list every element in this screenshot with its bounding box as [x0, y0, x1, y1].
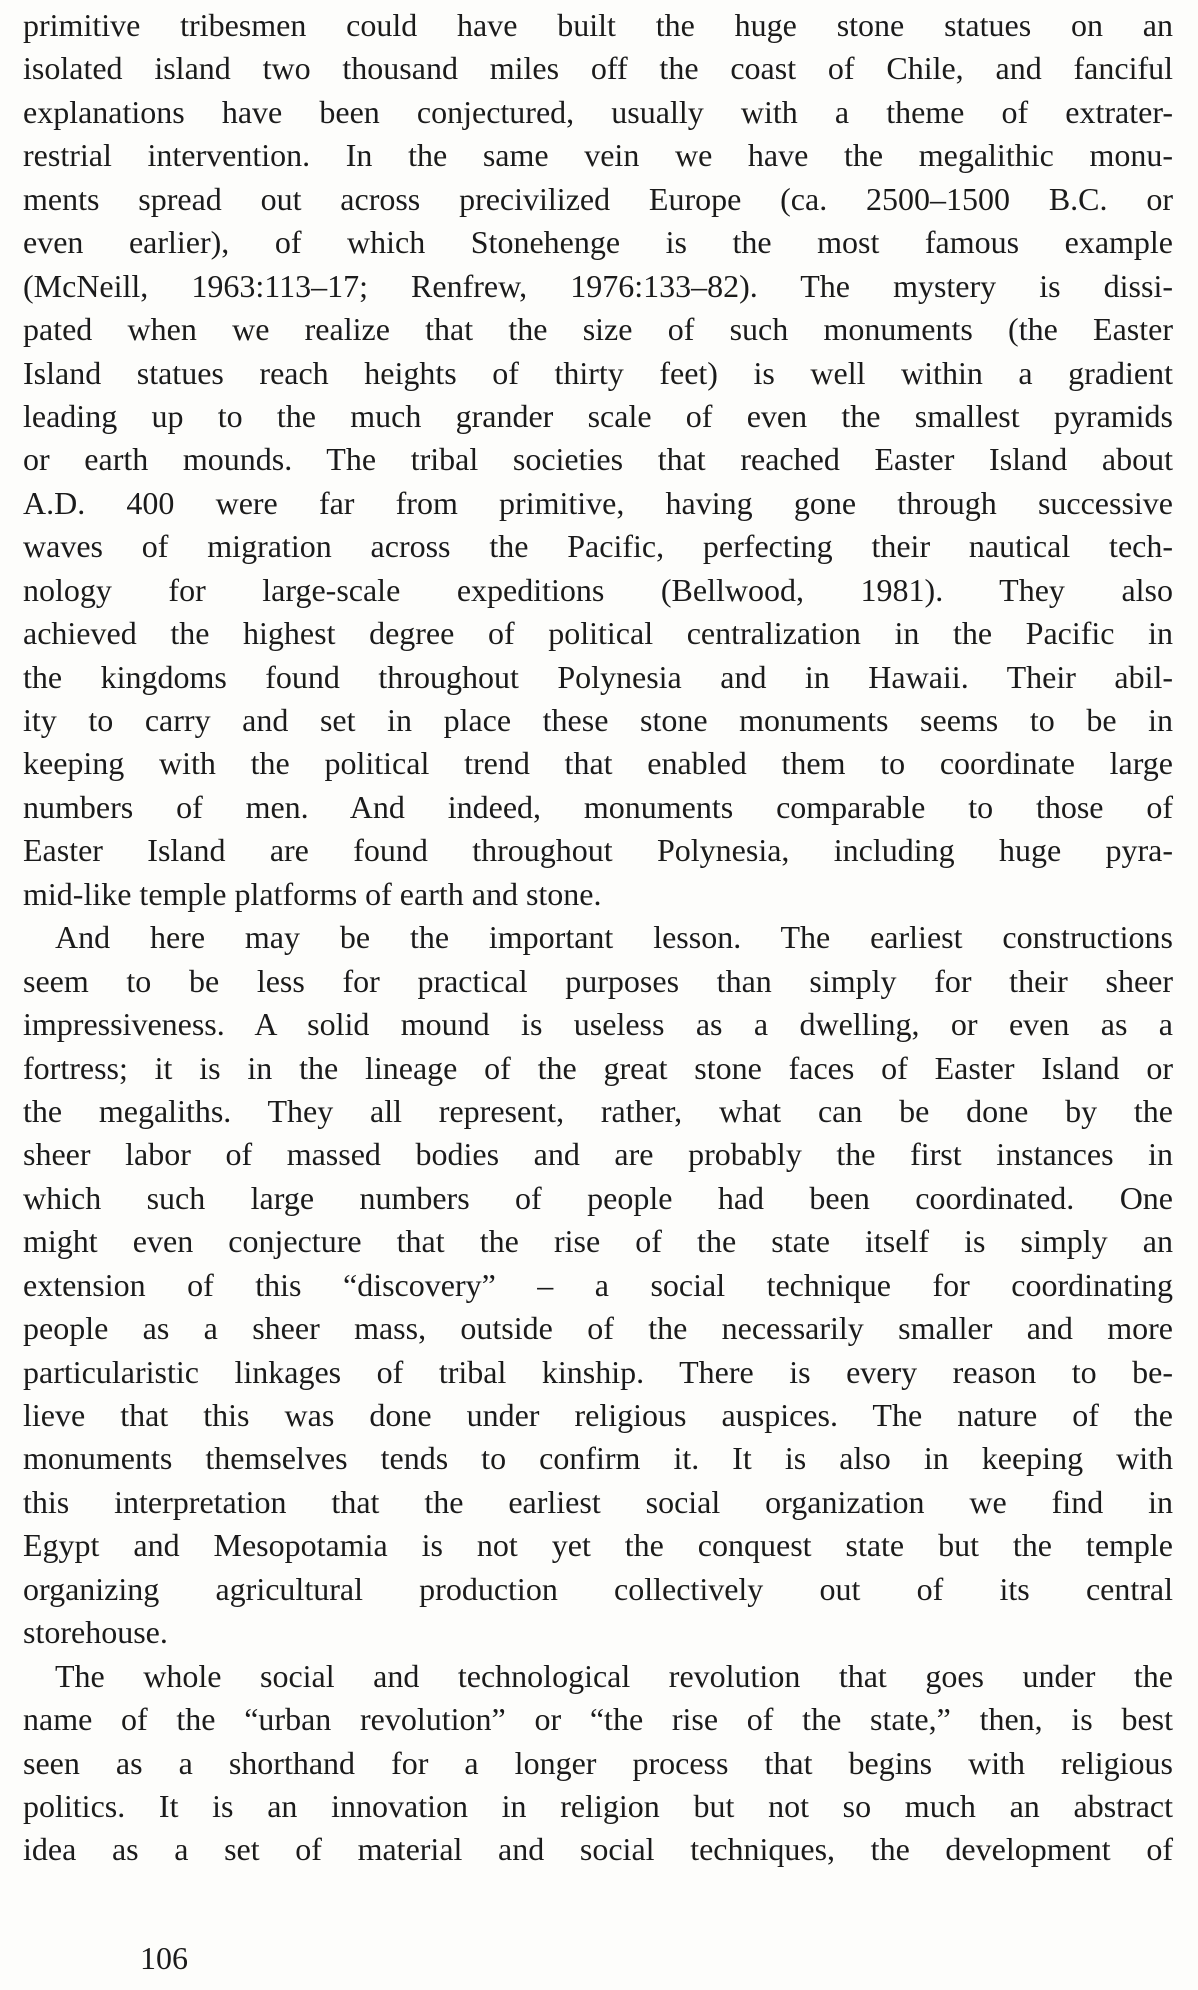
text-line: numbers of men. And indeed, monuments comparable to those of: [23, 788, 1173, 825]
text-line: ity to carry and set in place these stone monuments seems to be in: [23, 702, 1173, 738]
text-line: leading up to the much grander scale of even the smallest pyramids: [23, 397, 1173, 434]
text-line: The whole social and technological revolution that goes under the: [55, 1657, 1173, 1694]
text-line: A.D. 400 were far from primitive, having gone through successive: [23, 484, 1173, 521]
text-line: organizing agricultural production collectively out of its central: [23, 1570, 1173, 1607]
text-line: mid-like temple platforms of earth and stone.: [23, 875, 602, 912]
text-line: (McNeill, 1963:113–17; Renfrew, 1976:133–82). The mystery is dissi-: [23, 267, 1173, 304]
text-line: or earth mounds. The tribal societies that reached Easter Island about: [23, 441, 1173, 478]
text-line: Island statues reach heights of thirty feet) is well within a gradient: [23, 354, 1173, 391]
text-line: lieve that this was done under religious auspices. The nature of the: [23, 1397, 1173, 1433]
text-line: even earlier), of which Stonehenge is the most famous example: [23, 224, 1173, 261]
body-text: [23, 4, 1173, 1872]
text-line: extension of this “discovery” – a social technique for coordinating: [23, 1266, 1173, 1303]
text-line: seem to be less for practical purposes than simply for their sheer: [23, 962, 1173, 999]
text-line: isolated island two thousand miles off the coast of Chile, and fanciful: [23, 50, 1173, 87]
text-line: impressiveness. A solid mound is useless as a dwelling, or even as a: [23, 1006, 1173, 1043]
text-line: the megaliths. They all represent, rather, what can be done by the: [23, 1092, 1173, 1129]
text-line: keeping with the political trend that enabled them to coordinate large: [23, 745, 1173, 782]
text-line: nology for large-scale expeditions (Bellwood, 1981). They also: [23, 571, 1173, 608]
text-line: And here may be the important lesson. The earliest constructions: [55, 919, 1173, 956]
text-line: idea as a set of material and social techniques, the development of: [23, 1831, 1173, 1868]
page-number: 106: [140, 1940, 188, 1976]
text-line: primitive tribesmen could have built the huge stone statues on an: [23, 7, 1173, 43]
text-line: people as a sheer mass, outside of the necessarily smaller and more: [23, 1310, 1173, 1347]
text-line: pated when we realize that the size of such monuments (the Easter: [23, 311, 1173, 348]
text-line: politics. It is an innovation in religion but not so much an abstract: [23, 1787, 1173, 1824]
text-line: might even conjecture that the rise of the state itself is simply an: [23, 1223, 1173, 1260]
text-line: Egypt and Mesopotamia is not yet the conquest state but the temple: [23, 1527, 1173, 1564]
text-line: particularistic linkages of tribal kinship. There is every reason to be-: [23, 1353, 1173, 1390]
text-line: monuments themselves tends to confirm it. It is also in keeping with: [23, 1440, 1173, 1477]
text-line: restrial intervention. In the same vein we have the megalithic monu-: [23, 137, 1173, 174]
text-line: which such large numbers of people had been coordinated. One: [23, 1179, 1173, 1216]
text-line: waves of migration across the Pacific, perfecting their nautical tech-: [23, 528, 1173, 565]
text-line: fortress; it is in the lineage of the great stone faces of Easter Island or: [23, 1049, 1173, 1086]
text-line: storehouse.: [23, 1614, 168, 1651]
text-line: this interpretation that the earliest social organization we find in: [23, 1483, 1173, 1520]
text-line: the kingdoms found throughout Polynesia and in Hawaii. Their abil-: [23, 658, 1173, 695]
text-line: ments spread out across precivilized Europe (ca. 2500–1500 B.C. or: [23, 180, 1173, 217]
text-line: name of the “urban revolution” or “the rise of the state,” then, is best: [23, 1701, 1173, 1738]
text-line: Easter Island are found throughout Polynesia, including huge pyra-: [23, 832, 1173, 869]
text-line: achieved the highest degree of political centralization in the Pacific in: [23, 615, 1173, 652]
text-line: explanations have been conjectured, usually with a theme of extrater-: [23, 93, 1173, 130]
text-line: seen as a shorthand for a longer process that begins with religious: [23, 1744, 1173, 1781]
text-line: sheer labor of massed bodies and are probably the first instances in: [23, 1136, 1173, 1173]
